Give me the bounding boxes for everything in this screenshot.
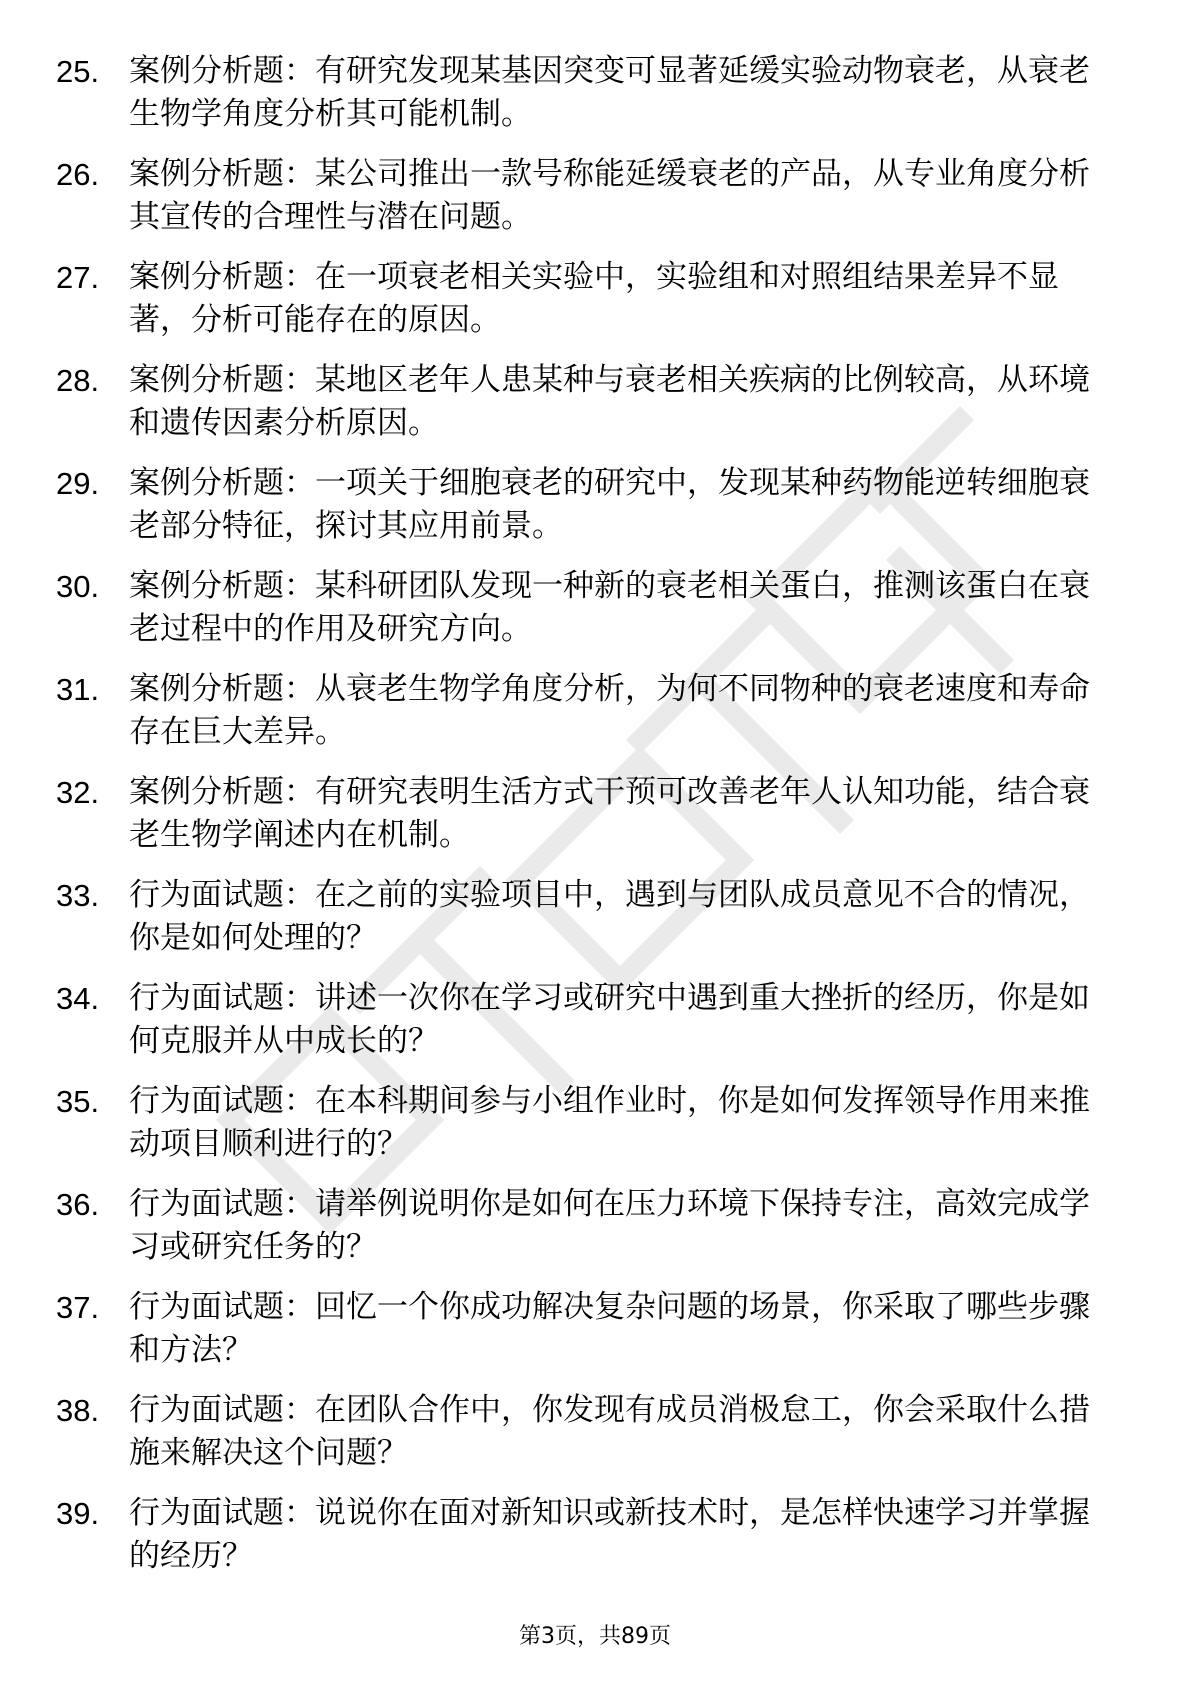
question-list xyxy=(56,50,1116,1595)
question-number: 38. xyxy=(56,1393,100,1428)
question-number: 36. xyxy=(56,1187,100,1222)
question-number: 29. xyxy=(56,466,100,501)
list-item xyxy=(56,1183,1116,1269)
question-number: 32. xyxy=(56,775,100,810)
question-text: 案例分析题：有研究表明生活方式干预可改善老年人认知功能，结合衰老生物学阐述内在机制。 xyxy=(129,774,1090,853)
list-item xyxy=(56,256,1116,342)
page-number-label: 第3页，共89页 xyxy=(519,1624,671,1649)
question-number: 28. xyxy=(56,363,100,398)
question-number: 26. xyxy=(56,157,100,192)
question-text: 行为面试题：在之前的实验项目中，遇到与团队成员意见不合的情况，你是如何处理的？ xyxy=(129,877,1090,956)
question-text: 行为面试题：说说你在面对新知识或新技术时，是怎样快速学习并掌握的经历？ xyxy=(129,1495,1090,1574)
question-text: 行为面试题：在本科期间参与小组作业时，你是如何发挥领导作用来推动项目顺利进行的？ xyxy=(129,1083,1090,1162)
question-number: 39. xyxy=(56,1496,100,1531)
question-number: 25. xyxy=(56,54,100,89)
list-item xyxy=(56,1080,1116,1166)
question-text: 行为面试题：回忆一个你成功解决复杂问题的场景，你采取了哪些步骤和方法？ xyxy=(129,1289,1090,1368)
list-item xyxy=(56,359,1116,445)
question-text: 行为面试题：讲述一次你在学习或研究中遇到重大挫折的经历，你是如何克服并从中成长的？ xyxy=(129,980,1090,1059)
list-item xyxy=(56,771,1116,857)
list-item xyxy=(56,1389,1116,1475)
question-number: 33. xyxy=(56,878,100,913)
list-item xyxy=(56,977,1116,1063)
question-text: 行为面试题：在团队合作中，你发现有成员消极怠工，你会采取什么措施来解决这个问题？ xyxy=(129,1392,1090,1471)
question-text: 案例分析题：从衰老生物学角度分析，为何不同物种的衰老速度和寿命存在巨大差异。 xyxy=(129,671,1090,750)
page-footer xyxy=(0,1622,1190,1652)
question-number: 31. xyxy=(56,672,100,707)
question-text: 案例分析题：某公司推出一款号称能延缓衰老的产品，从专业角度分析其宣传的合理性与潜在问题。 xyxy=(129,156,1090,235)
list-item xyxy=(56,874,1116,960)
question-number: 27. xyxy=(56,260,100,295)
list-item xyxy=(56,565,1116,651)
list-item xyxy=(56,50,1116,136)
question-text: 案例分析题：某地区老年人患某种与衰老相关疾病的比例较高，从环境和遗传因素分析原因。 xyxy=(129,362,1090,441)
list-item xyxy=(56,1286,1116,1372)
list-item xyxy=(56,668,1116,754)
list-item xyxy=(56,153,1116,239)
question-number: 37. xyxy=(56,1290,100,1325)
question-number: 34. xyxy=(56,981,100,1016)
question-number: 35. xyxy=(56,1084,100,1119)
question-text: 案例分析题：某科研团队发现一种新的衰老相关蛋白，推测该蛋白在衰老过程中的作用及研究方向。 xyxy=(129,568,1090,647)
question-text: 行为面试题：请举例说明你是如何在压力环境下保持专注，高效完成学习或研究任务的？ xyxy=(129,1186,1090,1265)
question-text: 案例分析题：在一项衰老相关实验中，实验组和对照组结果差异不显著，分析可能存在的原因。 xyxy=(129,259,1059,338)
list-item xyxy=(56,462,1116,548)
question-text: 案例分析题：一项关于细胞衰老的研究中，发现某种药物能逆转细胞衰老部分特征，探讨其应用前景。 xyxy=(129,465,1090,544)
question-text: 案例分析题：有研究发现某基因突变可显著延缓实验动物衰老，从衰老生物学角度分析其可能机制。 xyxy=(129,53,1090,132)
question-number: 30. xyxy=(56,569,100,604)
list-item xyxy=(56,1492,1116,1578)
